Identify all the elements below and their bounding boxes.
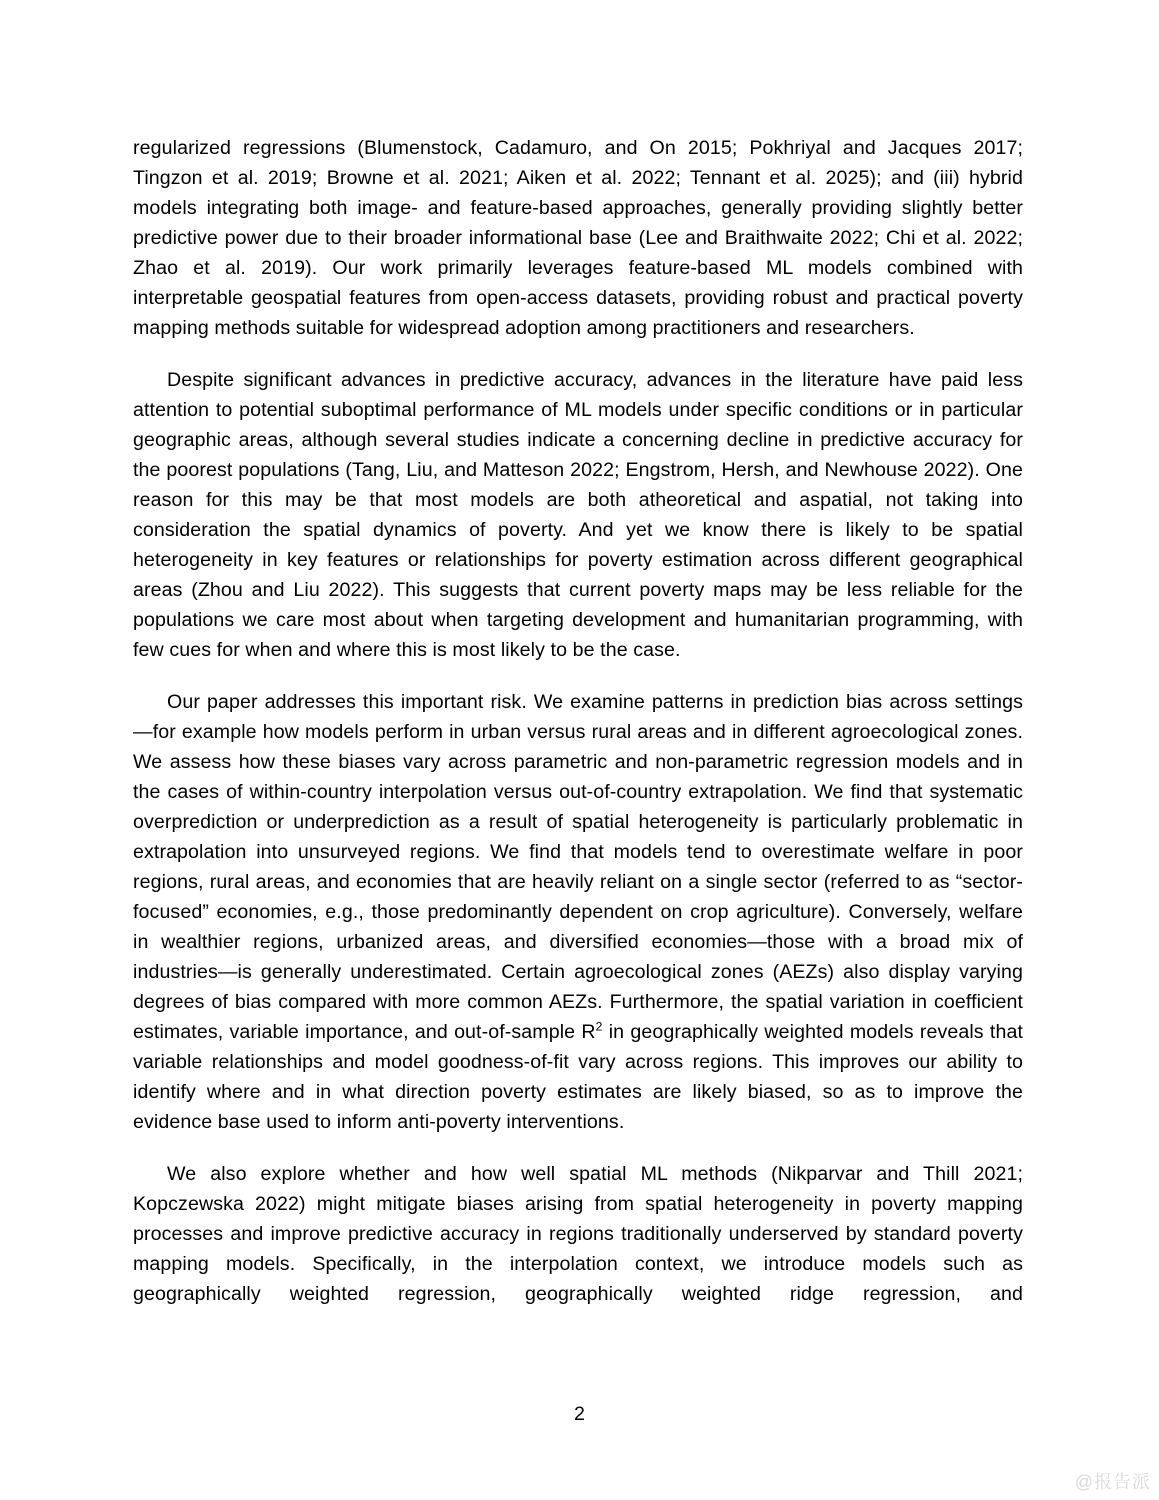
paragraph	[133, 133, 1023, 343]
paragraph	[133, 365, 1023, 665]
document-body	[133, 133, 1023, 1331]
paragraph	[133, 687, 1023, 1137]
paragraph	[133, 1159, 1023, 1309]
paragraph-text: in geographically weighted models reveals that variable relationships and model goodness-of-fit vary across regions. This improves our ability to identify where and in what direction poverty estimates are likely biased, so as to improve the evidence base used to inform anti-poverty interventions.	[133, 1021, 1023, 1133]
paragraph-text: Despite significant advances in predictive accuracy, advances in the literature have paid less attention to potential suboptimal performance of ML models under specific conditions or in particular geographic areas, although several studies indicate a concerning decline in predictive accuracy for the poorest populations (Tang, Liu, and Matteson 2022; Engstrom, Hersh, and Newhouse 2022). One reason for this may be that most models are both atheoretical and aspatial, not taking into consideration the spatial dynamics of poverty. And yet we know there is likely to be spatial heterogeneity in key features or relationships for poverty estimation across different geographical areas (Zhou and Liu 2022). This suggests that current poverty maps may be less reliable for the populations we care most about when targeting development and humanitarian programming, with few cues for when and where this is most likely to be the case.	[133, 369, 1023, 661]
page-number: 2	[574, 1403, 585, 1425]
paragraph-text: We also explore whether and how well spatial ML methods (Nikparvar and Thill 2021; Kopczewska 2022) might mitigate biases arising from spatial heterogeneity in poverty mapping processes and improve predictive accuracy in regions traditionally underserved by standard poverty mapping models. Specifically, in the interpolation context, we introduce models such as geographically weighted regression, geographically weighted ridge regression, and	[133, 1163, 1023, 1305]
watermark: @报告派	[1074, 1472, 1151, 1492]
superscript: 2	[595, 1019, 603, 1034]
paragraph-text: Our paper addresses this important risk. We examine patterns in prediction bias across settings—for example how models perform in urban versus rural areas and in different agroecological zones. We assess how these biases vary across parametric and non-parametric regression models and in the cases of within-country interpolation versus out-of-country extrapolation. We find that systematic overprediction or underprediction as a result of spatial heterogeneity is particularly problematic in extrapolation into unsurveyed regions. We find that models tend to overestimate welfare in poor regions, rural areas, and economies that are heavily reliant on a single sector (referred to as “sector-focused” economies, e.g., those predominantly dependent on crop agriculture). Conversely, welfare in wealthier regions, urbanized areas, and diversified economies—those with a broad mix of industries—is generally underestimated. Certain agroecological zones (AEZs) also display varying degrees of bias compared with more common AEZs. Furthermore, the spatial variation in coefficient estimates, variable importance, and out-of-sample R	[133, 691, 1023, 1043]
paragraph-text: regularized regressions (Blumenstock, Cadamuro, and On 2015; Pokhriyal and Jacques 2017; Tingzon et al. 2019; Browne et al. 2021; Aiken et al. 2022; Tennant et al. 2025); and (iii) hybrid models integrating both image- and feature-based approaches, generally providing slightly better predictive power due to their broader informational base (Lee and Braithwaite 2022; Chi et al. 2022; Zhao et al. 2019). Our work primarily leverages feature-based ML models combined with interpretable geospatial features from open-access datasets, providing robust and practical poverty mapping methods suitable for widespread adoption among practitioners and researchers.	[133, 137, 1023, 339]
